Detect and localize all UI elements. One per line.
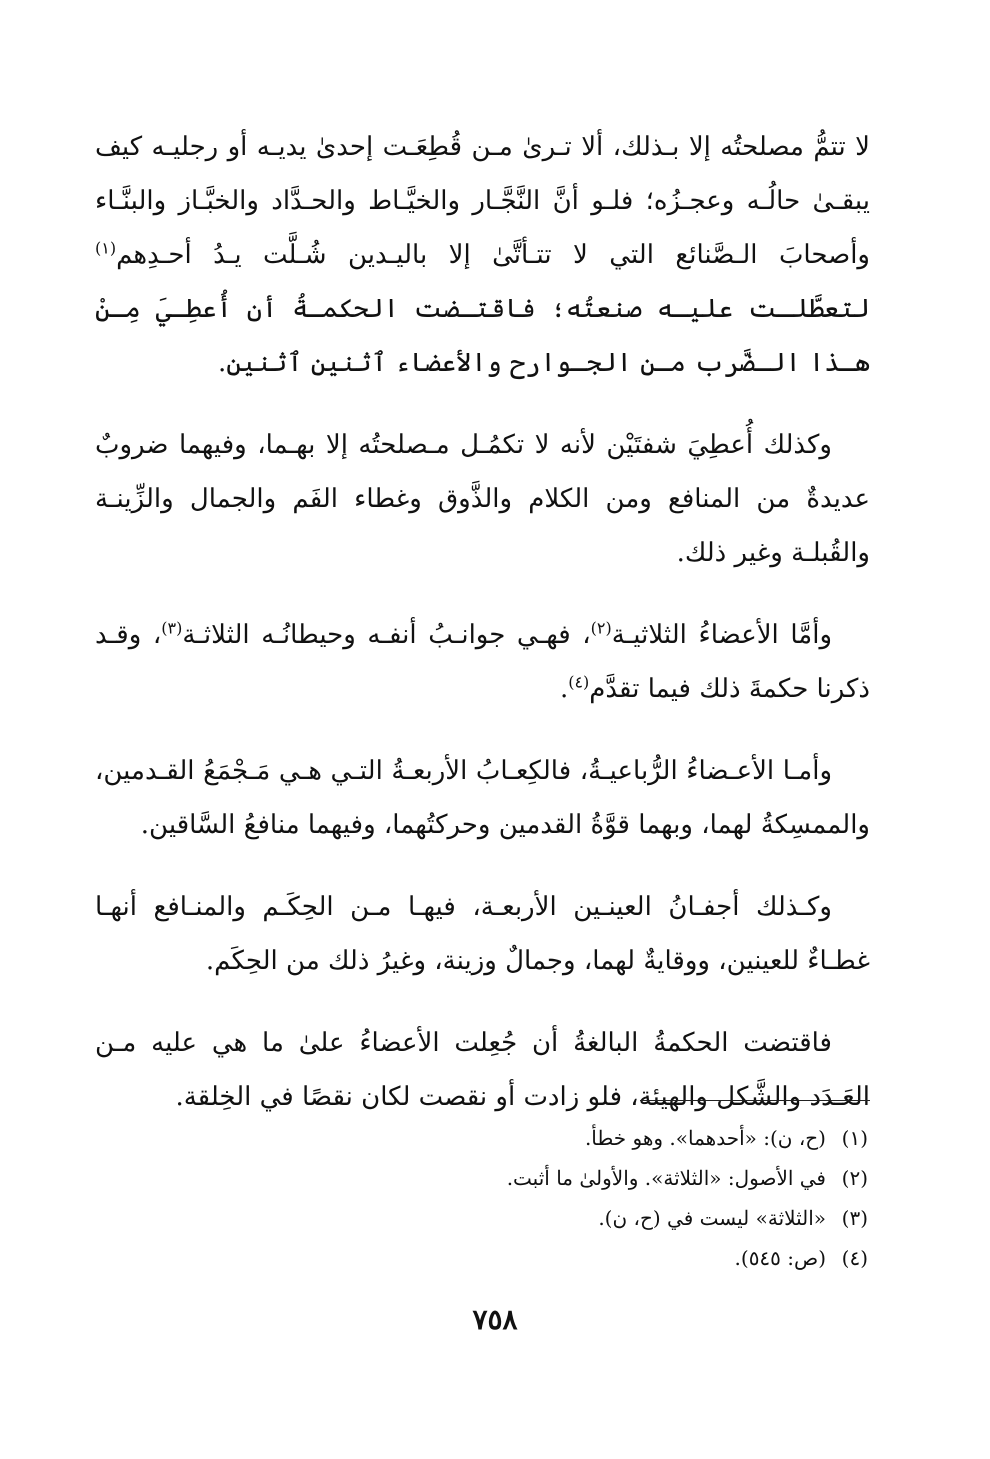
- footnote-separator: [640, 1100, 870, 1101]
- footnote-number: (٤): [841, 1246, 868, 1270]
- paragraph-3-end: .: [559, 674, 569, 704]
- footnotes: [168, 1118, 868, 1278]
- footnote-text: «الثلاثة» ليست في (ح، ن).: [598, 1206, 826, 1230]
- paragraph-4: [95, 744, 870, 852]
- footnote-number: (٢): [841, 1166, 868, 1190]
- page-number: ٧٥٨: [472, 1303, 518, 1336]
- paragraph-1-text: لا تتمُّ مصلحتُه إلا بـذلك، ألا تـرىٰ مـن قُطِعَـت إحدىٰ يديـه أو رجليـه كيف يبقـىٰ حالُـه وعجـزُه؛ فلـو أنَّ النَّجَّـار والخيَّـاط والحـدَّاد والخبَّـاز والبنَّـاء وأصحابَ الـصَّنائع التي لا تتـأتَّىٰ إلا باليـدين شُـلَّت يـدُ أحـدِهم: [95, 132, 870, 270]
- footnote-text: (ص: ٥٤٥).: [734, 1246, 826, 1270]
- paragraph-5-text: وكـذلك أجفـانُ العينـين الأربعـة، فيهـا مـن الحِكَـم والمنـافع أنهـا غطـاءٌ للعينين، ووقايةٌ لهما، وجمالٌ وزينة، وغيرُ ذلك من الحِكَم.: [95, 892, 870, 976]
- footnote-ref-3[interactable]: (٣): [161, 618, 183, 638]
- footnote-text: في الأصول: «الثلاثة». والأولىٰ ما أثبت.: [506, 1166, 826, 1190]
- paragraph-6: [95, 1016, 870, 1124]
- paragraph-2: [95, 418, 870, 580]
- paragraph-3-mid: ، فهـي جوانـبُ أنفـه وحيطانُـه الثلاثـة: [182, 620, 591, 650]
- footnote-4: [168, 1238, 868, 1278]
- footnote-2: [168, 1158, 868, 1198]
- paragraph-3: [95, 608, 870, 716]
- footnote-text: (ح، ن): «أحدهما». وهو خطأ.: [584, 1126, 826, 1150]
- footnote-ref-2[interactable]: (٢): [590, 618, 612, 638]
- paragraph-3-tail: ، وقـد ذكرنا حكمةَ ذلك فيما تقدَّم: [95, 620, 870, 704]
- paragraph-2-text: وكذلك أُعطِيَ شفتَيْن لأنه لا تكمُـل مـصلحتُه إلا بهـما، وفيهما ضروبٌ عديدةٌ من المنافع ومن الكلام والذَّوق وغطاء الفَم والجمال والزِّينـة والقُبلـة وغير ذلك.: [95, 430, 870, 568]
- paragraph-3-text: وأمَّا الأعضاءُ الثلاثيـة: [611, 620, 833, 650]
- paragraph-4-text: وأمـا الأعـضاءُ الرُّباعيـةُ، فالكِعـابُ الأربعـةُ التـي هـي مَـجْمَعُ القـدمين، والممسِكةُ لهما، وبهما قوَّةُ القدمين وحركتُهما، وفيهما منافعُ السَّاقين.: [95, 756, 870, 840]
- footnote-3: [168, 1198, 868, 1238]
- footnote-ref-1[interactable]: (١): [95, 238, 117, 258]
- footnote-ref-4[interactable]: (٤): [568, 672, 590, 692]
- paragraph-1: [95, 120, 870, 390]
- footnote-1: [168, 1118, 868, 1158]
- paragraph-6-text: فاقتضت الحكمةُ البالغةُ أن جُعِلت الأعضاءُ علىٰ ما هي عليه مـن العَـدَد والشَّكل والهيئة، فلو زادت أو نقصت لكان نقصًا في الخِلقة.: [95, 1028, 870, 1112]
- footnote-number: (١): [841, 1126, 868, 1150]
- paragraph-1-tail: لتعطَّلـت عليـه صنعتُه؛ فاقتـضت الحكمـةُ أن أُعطِـيَ مِـنْ هـذا الـضَّرب مـن الجـوارح والأعضاء ٱثنين ٱثنين.: [95, 294, 870, 378]
- main-text: [95, 120, 870, 1152]
- paragraph-5: [95, 880, 870, 988]
- footnote-number: (٣): [841, 1206, 868, 1230]
